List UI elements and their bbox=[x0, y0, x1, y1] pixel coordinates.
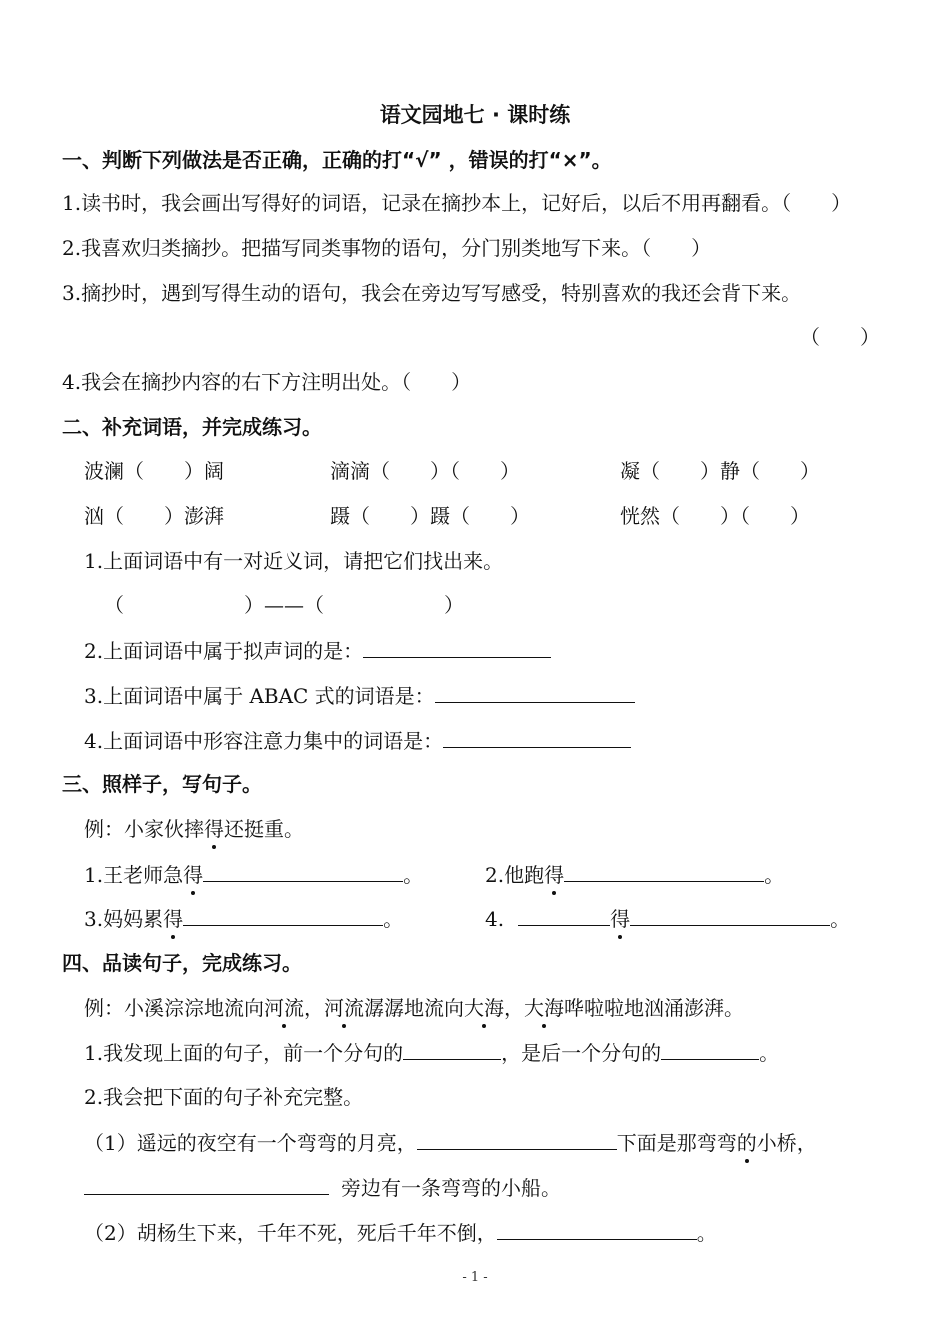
s3-question-3-label: 3.妈妈累 bbox=[84, 907, 164, 931]
s4-question-2: 2.我会把下面的句子补充完整。 bbox=[84, 1085, 364, 1109]
period: 。 bbox=[696, 1221, 717, 1245]
word-item-1: 波澜（ ）阔 bbox=[84, 459, 224, 483]
s2-question-4-label: 4.上面词语中形容注意力集中的词语是： bbox=[84, 729, 444, 753]
s4-part-2-label: （2）胡杨生下来，千年不死，死后千年不倒， bbox=[84, 1221, 497, 1245]
s4-part-1-label: 旁边有一条弯弯的小船。 bbox=[341, 1176, 561, 1200]
page-number: - 1 - bbox=[462, 1270, 488, 1285]
s2-question-1-answer: （ ）——（ ） bbox=[104, 593, 464, 617]
s4-part-1-label: （1）遥远的夜空有一个弯弯的月亮， bbox=[84, 1131, 417, 1155]
s4-question-1-label: ，是后一个分句的 bbox=[501, 1041, 662, 1065]
word-item-2: 滴滴（ ）（ ） bbox=[330, 459, 520, 483]
page-title: 语文园地七 · 课时练 bbox=[379, 103, 571, 127]
s1-question-4: 4.我会在摘抄内容的右下方注明出处。（ ） bbox=[62, 370, 472, 394]
s4-example-text: ， bbox=[304, 996, 324, 1020]
s2-question-3-label: 3.上面词语中属于 ABAC 式的词语是： bbox=[84, 684, 435, 708]
s2-question-2-label: 2.上面词语中属于拟声词的是： bbox=[84, 639, 364, 663]
s4-example bbox=[84, 993, 744, 1023]
s4-part-1-label: 下面是那 bbox=[616, 1131, 697, 1155]
s3-question-2-emphasis: 得 bbox=[544, 860, 564, 890]
period: 。 bbox=[383, 907, 404, 931]
s3-question-1-emphasis: 得 bbox=[183, 860, 203, 890]
s4-example-emphasis: 大海 bbox=[524, 993, 564, 1023]
s1-question-1: 1.读书时，我会画出写得好的词语，记录在摘抄本上，记好后，以后不用再翻看。（ ） bbox=[62, 191, 852, 215]
s1-question-2: 2.我喜欢归类摘抄。把描写同类事物的语句，分门别类地写下来。（ ） bbox=[62, 236, 712, 260]
s4-example-text: ， bbox=[504, 996, 524, 1020]
answer-blank[interactable] bbox=[435, 680, 635, 703]
s4-example-text: 例：小溪淙淙地流向 bbox=[84, 996, 264, 1020]
s4-part-1-label: ， bbox=[796, 1131, 817, 1155]
word-item-5: 蹑（ ）蹑（ ） bbox=[330, 504, 530, 528]
s4-example-text: 潺潺地流向 bbox=[364, 996, 464, 1020]
s4-part-1-continued bbox=[84, 1172, 561, 1203]
answer-blank[interactable] bbox=[518, 903, 610, 926]
s3-example-text: 还挺重。 bbox=[224, 817, 304, 841]
answer-blank[interactable] bbox=[84, 1172, 329, 1195]
answer-blank[interactable] bbox=[417, 1127, 617, 1150]
answer-blank[interactable] bbox=[363, 635, 551, 658]
s4-example-emphasis: 河流 bbox=[324, 993, 364, 1023]
period: 。 bbox=[403, 863, 424, 887]
s4-question-1-label: 1.我发现上面的句子，前一个分句的 bbox=[84, 1041, 404, 1065]
section-1-heading: 一、判断下列做法是否正确，正确的打“√” ，错误的打“×”。 bbox=[62, 148, 612, 172]
s3-question-4-label: 4. bbox=[485, 907, 505, 931]
answer-blank[interactable] bbox=[630, 903, 830, 926]
s3-example bbox=[84, 814, 304, 844]
answer-blank[interactable] bbox=[443, 725, 631, 748]
word-item-6: 恍然（ ）（ ） bbox=[620, 504, 810, 528]
s4-part-1 bbox=[84, 1127, 817, 1158]
s3-question-4-emphasis: 得 bbox=[610, 904, 630, 934]
s1-question-3: 3.摘抄时，遇到写得生动的语句，我会在旁边写写感受，特别喜欢的我还会背下来。 bbox=[62, 281, 802, 305]
answer-blank[interactable] bbox=[497, 1217, 697, 1240]
s3-question-2-label: 2.他跑 bbox=[485, 863, 545, 887]
period: 。 bbox=[764, 863, 785, 887]
word-item-4: 汹（ ）澎湃 bbox=[84, 504, 224, 528]
answer-blank[interactable] bbox=[661, 1037, 759, 1060]
s3-question-4 bbox=[485, 903, 850, 934]
answer-blank[interactable] bbox=[203, 859, 403, 882]
s4-example-emphasis: 河流 bbox=[264, 993, 304, 1023]
s4-example-emphasis: 大海 bbox=[464, 993, 504, 1023]
answer-blank[interactable] bbox=[183, 903, 383, 926]
s3-question-3-emphasis: 得 bbox=[163, 904, 183, 934]
word-item-3: 凝（ ）静（ ） bbox=[620, 459, 820, 483]
answer-blank[interactable] bbox=[403, 1037, 501, 1060]
section-2-heading: 二、补充词语，并完成练习。 bbox=[62, 415, 322, 439]
answer-blank[interactable] bbox=[564, 859, 764, 882]
s3-question-2 bbox=[485, 859, 784, 890]
s2-question-2 bbox=[84, 635, 551, 666]
s2-question-3 bbox=[84, 680, 635, 711]
s3-question-3 bbox=[84, 903, 403, 934]
s4-example-text: 哗啦啦地汹涌澎湃。 bbox=[564, 996, 744, 1020]
s3-example-emphasis: 得 bbox=[204, 814, 224, 844]
s4-part-1-emphasis: 弯弯的小桥 bbox=[697, 1128, 797, 1158]
s4-part-2 bbox=[84, 1217, 717, 1248]
s3-question-1 bbox=[84, 859, 423, 890]
s2-question-4 bbox=[84, 725, 631, 756]
s4-question-1 bbox=[84, 1037, 779, 1068]
period: 。 bbox=[759, 1041, 780, 1065]
s3-example-text: 例：小家伙摔 bbox=[84, 817, 204, 841]
s2-question-1: 1.上面词语中有一对近义词，请把它们找出来。 bbox=[84, 549, 504, 573]
section-3-heading: 三、照样子，写句子。 bbox=[62, 772, 262, 796]
section-4-heading: 四、品读句子，完成练习。 bbox=[62, 951, 302, 975]
s1-question-3-paren: （ ） bbox=[800, 325, 880, 349]
period: 。 bbox=[830, 907, 851, 931]
s3-question-1-label: 1.王老师急 bbox=[84, 863, 184, 887]
